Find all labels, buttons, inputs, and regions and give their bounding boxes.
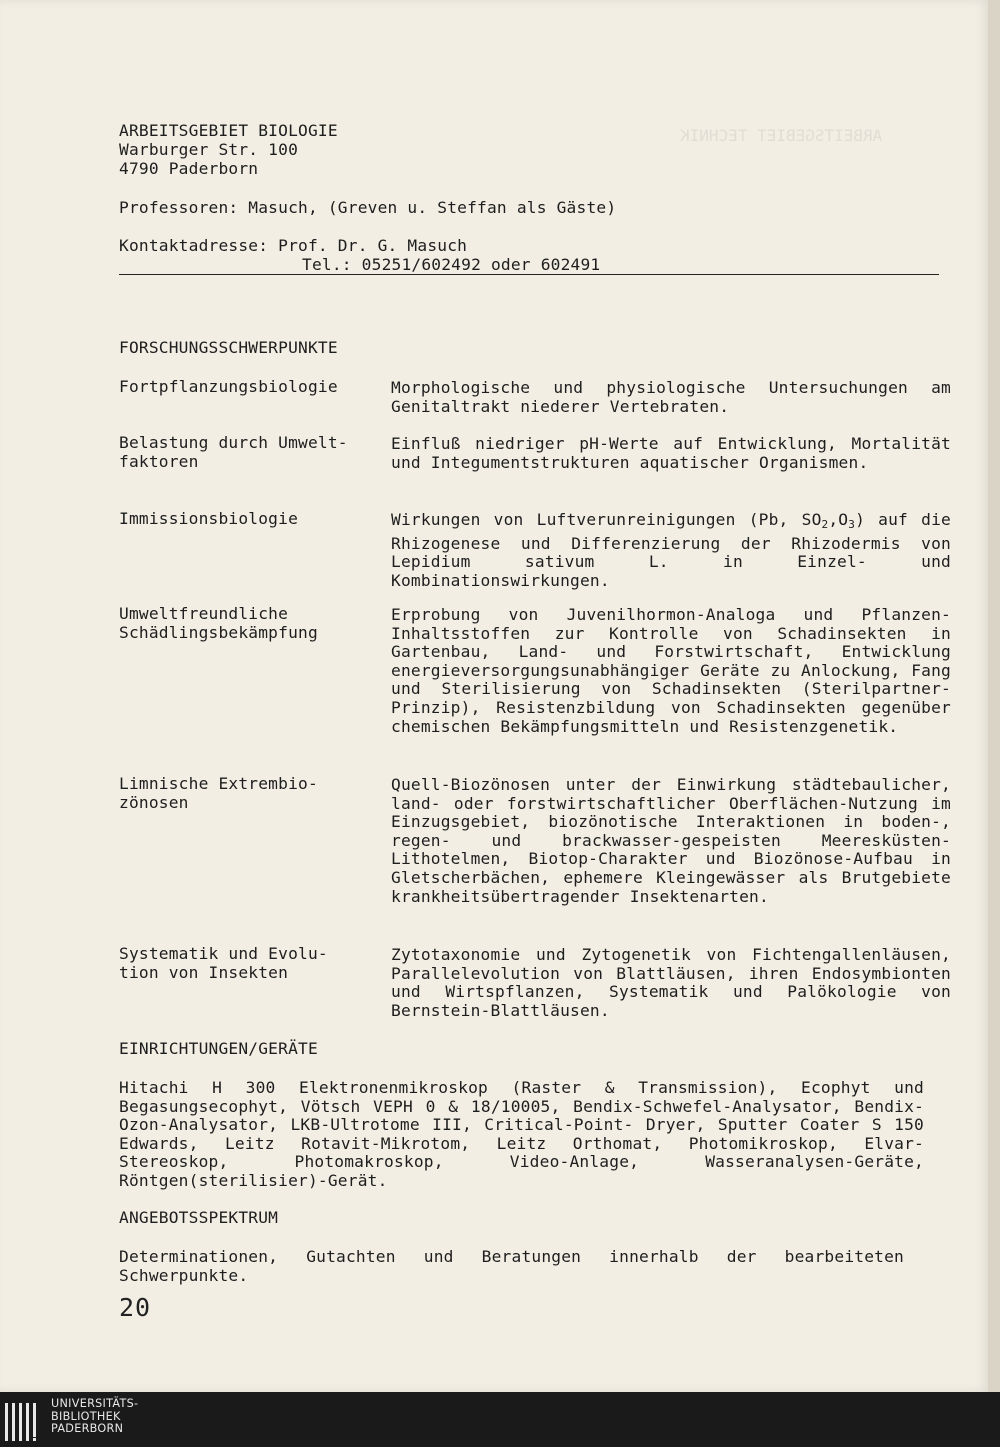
research-topic: Systematik und Evolu- tion von Insekten [119, 944, 328, 982]
offer-text: Determinationen, Gutachten und Beratungen innerhalb der bearbeiteten Schwerpunkte. [119, 1247, 904, 1285]
library-logo-icon [4, 1401, 44, 1443]
research-description: Morphologische und physiologische Untersuchungen am Genitaltrakt niederer Vertebraten. [391, 378, 951, 416]
bleed-through: ARBEITSGEBIET TECHNIK [680, 126, 883, 145]
research-topic: Immissionsbiologie [119, 509, 299, 528]
research-topic: Limnische Extrembio- zönosen [119, 774, 318, 812]
research-description [391, 511, 951, 590]
research-topic: Fortpflanzungsbiologie [119, 377, 338, 396]
research-description: Quell-Biozönosen unter der Einwirkung städtebaulicher, land- oder forstwirtschaftlicher Oberflächen-Nutzung im Einzugsgebiet, biozönotische Interaktionen in boden-, regen- und brackwasser-gespeisten Meeresküsten-Lithotelmen, Biotop-Charakter und Biozönose-Aufbau in Gletscherbächen, ephemere Kleingewässer als Brutgebiete krankheitsübertragender Insektenarten. [391, 775, 951, 906]
description-text: ) auf die Rhizogenese und Differenzierung der Rhizodermis von Lepidium sativum L. in Einzel- und Kombinationswirkungen. [391, 510, 951, 590]
library-footer [0, 1392, 1000, 1447]
library-name: UNIVERSITÄTS- BIBLIOTHEK PADERBORN [51, 1397, 139, 1435]
equipment-text: Hitachi H 300 Elektronenmikroskop (Raster & Transmission), Ecophyt und Begasungsecophyt, Vötsch VEPH 0 & 18/10005, Bendix-Schwefel-Analysator, Bendix-Ozon-Analysator, LKB-Ultrotome III, Critical-Point- Dryer, Sputter Coater S 150 Edwards, Leitz Rotavit-Mikrotom, Leitz Orthomat, Photomikroskop, Elvar-Stereoskop, Photomakroskop, Video-Anlage, Wasseranalysen-Geräte, Röntgen(sterilisier)-Gerät. [119, 1078, 924, 1190]
contact-address: Kontaktadresse: Prof. Dr. G. Masuch [119, 236, 468, 255]
city-address: 4790 Paderborn [119, 159, 259, 178]
header-divider [119, 274, 939, 275]
research-topic: Belastung durch Umwelt- faktoren [119, 433, 348, 471]
research-topic: Umweltfreundliche Schädlingsbekämpfung [119, 604, 318, 642]
page-edge [988, 0, 1000, 1392]
subscript: 2 [821, 518, 829, 531]
subscript: 3 [848, 518, 856, 531]
research-description: Einfluß niedriger pH-Werte auf Entwicklung, Mortalität und Integumentstrukturen aquatischer Organismen. [391, 434, 951, 472]
research-heading: FORSCHUNGSSCHWERPUNKTE [119, 338, 338, 357]
page-number: 20 [119, 1293, 152, 1322]
research-description: Erprobung von Juvenilhormon-Analoga und Pflanzen-Inhaltsstoffen zur Kontrolle von Schadinsekten in Gartenbau, Land- und Forstwirtschaft, Entwicklung energieversorgungsunabhängiger Geräte zu Anlockung, Fang und Sterilisierung von Schadinsekten (Sterilpartner-Prinzip), Resistenzbildung von Schadinsekten gegenüber chemischen Bekämpfungsmitteln und Resistenzgenetik. [391, 605, 951, 736]
offer-heading: ANGEBOTSSPEKTRUM [119, 1208, 279, 1227]
street-address: Warburger Str. 100 [119, 140, 299, 159]
description-text: ,O [828, 510, 849, 529]
professors-line: Professoren: Masuch, (Greven u. Steffan als Gäste) [119, 198, 617, 217]
phone-number: Tel.: 05251/602492 oder 602491 [302, 255, 601, 274]
description-text: Wirkungen von Luftverunreinigungen (Pb, SO [391, 510, 822, 529]
equipment-heading: EINRICHTUNGEN/GERÄTE [119, 1039, 318, 1058]
research-description: Zytotaxonomie und Zytogenetik von Fichtengallenläusen, Parallelevolution von Blattläusen, ihren Endosymbionten und Wirtspflanzen, Systematik und Palökologie von Bernstein-Blattläusen. [391, 945, 951, 1020]
department-title: ARBEITSGEBIET BIOLOGIE [119, 121, 338, 140]
